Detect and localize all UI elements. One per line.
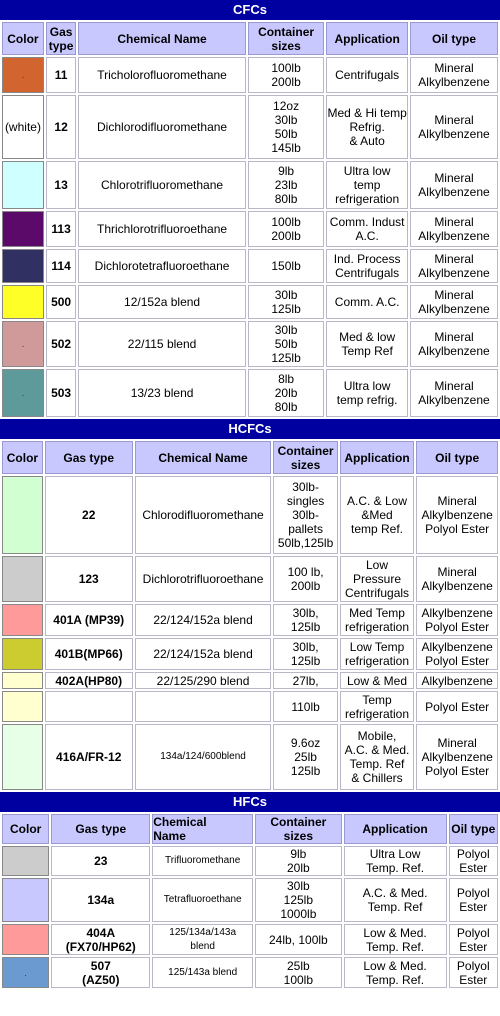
gas-type: 502: [46, 321, 76, 367]
oil-type: Alkylbenzene Polyol Ester: [416, 604, 498, 636]
color-swatch: .: [2, 57, 44, 93]
chemical-name: Chlorodifluoromethane: [135, 476, 272, 554]
color-swatch: [2, 249, 44, 283]
oil-type: Mineral Alkylbenzene: [410, 161, 498, 209]
gas-type: 402A(HP80): [45, 672, 133, 689]
gas-type: 503: [46, 369, 76, 417]
container-sizes: 9.6oz 25lb 125lb: [273, 724, 337, 790]
header-chemical-name: Chemical Name: [152, 814, 253, 844]
gas-type: 416A/FR-12: [45, 724, 133, 790]
header-application: Application: [340, 441, 415, 474]
hcfc-header-row: [2, 441, 498, 474]
header-container-sizes: Container sizes: [248, 22, 324, 55]
color-swatch: [2, 556, 43, 602]
header-chemical-name: Chemical Name: [78, 22, 246, 55]
gas-type: 507 (AZ50): [51, 957, 150, 988]
chemical-name: Dichlorotetrafluoroethane: [78, 249, 246, 283]
hcfc-row: [2, 476, 498, 554]
oil-type: Alkylbenzene Polyol Ester: [416, 638, 498, 670]
hfc-row: [2, 957, 498, 988]
chemical-name: 12/152a blend: [78, 285, 246, 319]
color-swatch: [2, 924, 49, 955]
gas-type: 500: [46, 285, 76, 319]
hcfc-row: [2, 556, 498, 602]
container-sizes: 30lb 50lb 125lb: [248, 321, 324, 367]
oil-type: Mineral Alkylbenzene: [410, 321, 498, 367]
container-sizes: 100 lb, 200lb: [273, 556, 337, 602]
application: Temp refrigeration: [340, 691, 415, 722]
hfc-header-row: [2, 814, 498, 844]
application: Low & Med. Temp. Ref.: [344, 957, 447, 988]
hfc-row: [2, 924, 498, 955]
chemical-name: 13/23 blend: [78, 369, 246, 417]
color-swatch: .: [2, 321, 44, 367]
cfc-row: [2, 161, 498, 209]
color-swatch: [2, 161, 44, 209]
container-sizes: 27lb,: [273, 672, 337, 689]
container-sizes: 9lb 20lb: [255, 846, 341, 876]
color-swatch: [2, 724, 43, 790]
gas-type: 404A (FX70/HP62): [51, 924, 150, 955]
chemical-name: 22/124/152a blend: [135, 638, 272, 670]
application: Comm. A.C.: [326, 285, 408, 319]
header-gas-type: Gas type: [51, 814, 150, 844]
gas-type: 123: [45, 556, 133, 602]
hcfc-row: [2, 638, 498, 670]
header-gas-type: Gas type: [46, 22, 76, 55]
hfc-row: [2, 846, 498, 876]
cfc-row: [2, 211, 498, 247]
application: Ind. Process Centrifugals: [326, 249, 408, 283]
hcfc-row: [2, 672, 498, 689]
cfc-title: CFCs: [0, 0, 500, 20]
chemical-name: 22/115 blend: [78, 321, 246, 367]
application: Low & Med. Temp. Ref.: [344, 924, 447, 955]
color-swatch: [2, 604, 43, 636]
header-color: Color: [2, 22, 44, 55]
chemical-name: [135, 691, 272, 722]
color-swatch: [2, 476, 43, 554]
cfc-row: [2, 249, 498, 283]
container-sizes: 30lb, 125lb: [273, 638, 337, 670]
oil-type: Mineral Alkylbenzene: [410, 95, 498, 159]
color-swatch: [2, 878, 49, 922]
container-sizes: 30lb- singles 30lb- pallets 50lb,125lb: [273, 476, 337, 554]
gas-type: 11: [46, 57, 76, 93]
header-oil-type: Oil type: [410, 22, 498, 55]
application: Centrifugals: [326, 57, 408, 93]
oil-type: Mineral Alkylbenzene: [410, 249, 498, 283]
gas-type: 401A (MP39): [45, 604, 133, 636]
color-swatch: (white): [2, 95, 44, 159]
application: Med & Hi temp Refrig. & Auto: [326, 95, 408, 159]
cfc-header-row: [2, 22, 498, 55]
hcfc-title: HCFCs: [0, 419, 500, 439]
color-swatch: .: [2, 957, 49, 988]
chemical-name: 22/124/152a blend: [135, 604, 272, 636]
container-sizes: 24lb, 100lb: [255, 924, 341, 955]
header-color: Color: [2, 441, 43, 474]
cfc-row: [2, 285, 498, 319]
chemical-name: Thrichlorotrifluoroethane: [78, 211, 246, 247]
application: A.C. & Low &Med temp Ref.: [340, 476, 415, 554]
header-application: Application: [344, 814, 447, 844]
oil-type: Mineral Alkylbenzene: [410, 57, 498, 93]
cfc-row: [2, 95, 498, 159]
oil-type: Polyol Ester: [449, 924, 498, 955]
color-swatch: [2, 285, 44, 319]
gas-type: [45, 691, 133, 722]
hfc-section: [0, 792, 500, 990]
header-gas-type: Gas type: [45, 441, 133, 474]
color-swatch: .: [2, 369, 44, 417]
cfc-row: [2, 369, 498, 417]
hcfc-table: [0, 439, 500, 792]
gas-type: 13: [46, 161, 76, 209]
header-oil-type: Oil type: [416, 441, 498, 474]
gas-type: 134a: [51, 878, 150, 922]
chemical-name: Dichlorotrifluoroethane: [135, 556, 272, 602]
gas-type: 113: [46, 211, 76, 247]
container-sizes: 8lb 20lb 80lb: [248, 369, 324, 417]
header-container-sizes: Container sizes: [273, 441, 337, 474]
hcfc-row: [2, 604, 498, 636]
container-sizes: 150lb: [248, 249, 324, 283]
hfc-title: HFCs: [0, 792, 500, 812]
color-swatch: [2, 638, 43, 670]
application: A.C. & Med. Temp. Ref: [344, 878, 447, 922]
oil-type: Polyol Ester: [416, 691, 498, 722]
application: Mobile, A.C. & Med. Temp. Ref & Chillers: [340, 724, 415, 790]
header-chemical-name: Chemical Name: [135, 441, 272, 474]
color-swatch: [2, 672, 43, 689]
chemical-name: 22/125/290 blend: [135, 672, 272, 689]
application: Med Temp refrigeration: [340, 604, 415, 636]
chemical-name: Chlorotrifluoromethane: [78, 161, 246, 209]
oil-type: Mineral Alkylbenzene Polyol Ester: [416, 476, 498, 554]
cfc-body: [2, 57, 498, 417]
hcfc-section: [0, 419, 500, 792]
container-sizes: 12oz 30lb 50lb 145lb: [248, 95, 324, 159]
hcfc-row: [2, 691, 498, 722]
hcfc-body: [2, 476, 498, 790]
color-swatch: [2, 211, 44, 247]
gas-type: 22: [45, 476, 133, 554]
header-application: Application: [326, 22, 408, 55]
container-sizes: 25lb 100lb: [255, 957, 341, 988]
color-swatch: [2, 846, 49, 876]
oil-type: Polyol Ester: [449, 957, 498, 988]
cfc-section: [0, 0, 500, 419]
oil-type: Mineral Alkylbenzene: [410, 285, 498, 319]
chemical-name: Trifluoromethane: [152, 846, 253, 876]
cfc-table: [0, 20, 500, 419]
oil-type: Mineral Alkylbenzene: [410, 369, 498, 417]
cfc-row: [2, 321, 498, 367]
header-oil-type: Oil type: [449, 814, 498, 844]
container-sizes: 110lb: [273, 691, 337, 722]
container-sizes: 30lb 125lb: [248, 285, 324, 319]
container-sizes: 9lb 23lb 80lb: [248, 161, 324, 209]
oil-type: Mineral Alkylbenzene: [410, 211, 498, 247]
header-container-sizes: Container sizes: [255, 814, 341, 844]
gas-type: 114: [46, 249, 76, 283]
chemical-name: 125/134a/143a blend: [152, 924, 253, 955]
application: Low & Med: [340, 672, 415, 689]
oil-type: Mineral Alkylbenzene Polyol Ester: [416, 724, 498, 790]
container-sizes: 100lb 200lb: [248, 57, 324, 93]
chemical-name: 134a/124/600blend: [135, 724, 272, 790]
gas-type: 12: [46, 95, 76, 159]
color-swatch: [2, 691, 43, 722]
cfc-row: [2, 57, 498, 93]
header-color: Color: [2, 814, 49, 844]
hcfc-row: [2, 724, 498, 790]
application: Low Temp refrigeration: [340, 638, 415, 670]
hfc-body: [2, 846, 498, 988]
gas-type: 23: [51, 846, 150, 876]
oil-type: Polyol Ester: [449, 878, 498, 922]
chemical-name: 125/143a blend: [152, 957, 253, 988]
container-sizes: 30lb 125lb 1000lb: [255, 878, 341, 922]
application: Med & low Temp Ref: [326, 321, 408, 367]
chemical-name: Dichlorodifluoromethane: [78, 95, 246, 159]
container-sizes: 30lb, 125lb: [273, 604, 337, 636]
oil-type: Polyol Ester: [449, 846, 498, 876]
application: Low Pressure Centrifugals: [340, 556, 415, 602]
chemical-name: Tetrafluoroethane: [152, 878, 253, 922]
application: Ultra low temp refrigeration: [326, 161, 408, 209]
application: Ultra low temp refrig.: [326, 369, 408, 417]
application: Comm. Indust A.C.: [326, 211, 408, 247]
gas-type: 401B(MP66): [45, 638, 133, 670]
hfc-row: [2, 878, 498, 922]
application: Ultra Low Temp. Ref.: [344, 846, 447, 876]
container-sizes: 100lb 200lb: [248, 211, 324, 247]
oil-type: Alkylbenzene: [416, 672, 498, 689]
hfc-table: [0, 812, 500, 990]
chemical-name: Tricholorofluoromethane: [78, 57, 246, 93]
oil-type: Mineral Alkylbenzene: [416, 556, 498, 602]
